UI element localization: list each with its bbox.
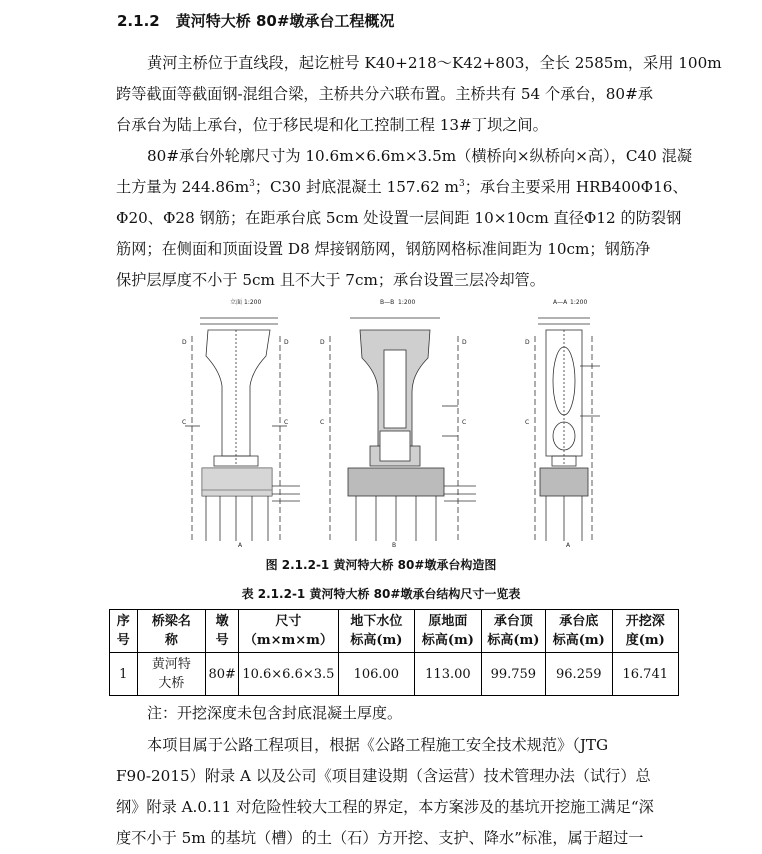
paragraph-line: 跨等截面等截面钢-混组合梁，主桥共分六联布置。主桥共有 54 个承台，80#承: [116, 85, 653, 103]
text-segment: ；C30 封底混凝土 157.62 m: [254, 178, 459, 196]
section-bb-title: B—B: [380, 299, 395, 306]
section-heading: [117, 10, 394, 31]
paragraph-dimensions: [116, 141, 693, 296]
section-mark-b: B: [392, 542, 397, 548]
table-header-row: [110, 610, 679, 653]
header-cap-bottom: 承台底 标高(m): [546, 610, 612, 653]
scale-label: 1:200: [244, 299, 262, 306]
section-mark-c: C: [182, 419, 187, 426]
section-aa-view: [535, 318, 600, 541]
scale-label: 1:200: [570, 299, 588, 306]
section-bb-view: [330, 318, 476, 541]
header-pier: 墩 号: [206, 610, 239, 653]
paragraph-overview: [116, 48, 722, 141]
scale-label: 1:200: [398, 299, 416, 306]
section-mark-c: C: [320, 419, 325, 426]
figure-caption: 图 2.1.2-1 黄河特大桥 80#墩承台构造图: [265, 558, 497, 572]
paragraph-regulation: [116, 730, 672, 854]
paragraph-line: 筋网；在侧面和顶面设置 D8 焊接钢筋网，钢筋网格标准间距为 10cm；钢筋净: [116, 240, 651, 258]
section-mark-d: D: [182, 339, 187, 346]
paragraph-line: Φ20、Φ28 钢筋；在距承台底 5cm 处设置一层间距 10×10cm 直径Φ12 的防裂钢: [116, 209, 682, 227]
section-mark-c: C: [284, 419, 289, 426]
header-excavation-depth: 开挖深 度(m): [612, 610, 679, 653]
paragraph-line: 台承台为陆上承台，位于移民堤和化工控制工程 13#丁坝之间。: [116, 116, 548, 134]
text-segment: 土方量为 244.86m: [116, 178, 250, 196]
header-cap-top: 承台顶 标高(m): [481, 610, 545, 653]
paragraph-line: F90-2015）附录 A 以及公司《项目建设期（含运营）技术管理办法（试行）总: [116, 767, 651, 785]
header-ground-level: 原地面 标高(m): [415, 610, 481, 653]
cell-cap-top: 99.759: [481, 653, 545, 696]
cell-no: 1: [110, 653, 138, 696]
section-number: 2.1.2: [117, 12, 160, 30]
cell-bridge: 黄河特 大桥: [137, 653, 206, 696]
cell-size: 10.6×6.6×3.5: [239, 653, 338, 696]
table-row: [110, 653, 679, 696]
section-mark-d: D: [320, 339, 325, 346]
section-mark-d: D: [284, 339, 289, 346]
header-no: 序 号: [110, 610, 138, 653]
paragraph-line: 本项目属于公路工程项目，根据《公路工程施工安全技术规范》（JTG: [147, 736, 609, 754]
paragraph-line: 度不小于 5m 的基坑（槽）的土（石）方开挖、支护、降水”标准，属于超过一: [116, 829, 644, 847]
dimension-table: [109, 609, 679, 696]
section-aa-title: A—A: [553, 299, 568, 306]
header-size: 尺寸 （m×m×m）: [239, 610, 338, 653]
header-water-level: 地下水位 标高(m): [338, 610, 415, 653]
table-note: 注：开挖深度未包含封底混凝土厚度。: [147, 704, 403, 722]
text-segment: ；承台主要采用 HRB400Φ16、: [464, 178, 688, 196]
paragraph-line: 保护层厚度不小于 5cm 且不大于 7cm；承台设置三层冷却管。: [116, 271, 545, 289]
section-mark-c: C: [462, 419, 467, 426]
cell-excavation-depth: 16.741: [612, 653, 679, 696]
elevation-title: 立面: [230, 299, 243, 306]
paragraph-line: 黄河主桥位于直线段，起讫桩号 K40+218～K42+803，全长 2585m，采用 100m: [147, 54, 722, 72]
section-mark-d: D: [525, 339, 530, 346]
superscript: 3: [458, 179, 465, 189]
elevation-view: [185, 318, 300, 541]
superscript: 3: [249, 179, 255, 189]
cell-ground-level: 113.00: [415, 653, 481, 696]
section-mark-a: A: [566, 542, 571, 548]
section-title: 黄河特大桥 80#墩承台工程概况: [175, 12, 395, 30]
header-bridge: 桥梁名 称: [137, 610, 206, 653]
paragraph-line: 纲》附录 A.0.11 对危险性较大工程的界定，本方案涉及的基坑开挖施工满足“深: [116, 798, 654, 816]
cell-pier: 80#: [206, 653, 239, 696]
cell-cap-bottom: 96.259: [546, 653, 612, 696]
pier-cap-drawings: [180, 296, 620, 548]
paragraph-line: [116, 172, 688, 203]
table-caption: 表 2.1.2-1 黄河特大桥 80#墩承台结构尺寸一览表: [241, 587, 521, 601]
section-mark-a: A: [238, 542, 243, 548]
section-mark-d: D: [462, 339, 467, 346]
paragraph-line: 80#承台外轮廓尺寸为 10.6m×6.6m×3.5m（横桥向×纵桥向×高），C40 混凝: [147, 147, 693, 165]
section-mark-c: C: [525, 419, 530, 426]
cell-water-level: 106.00: [338, 653, 415, 696]
